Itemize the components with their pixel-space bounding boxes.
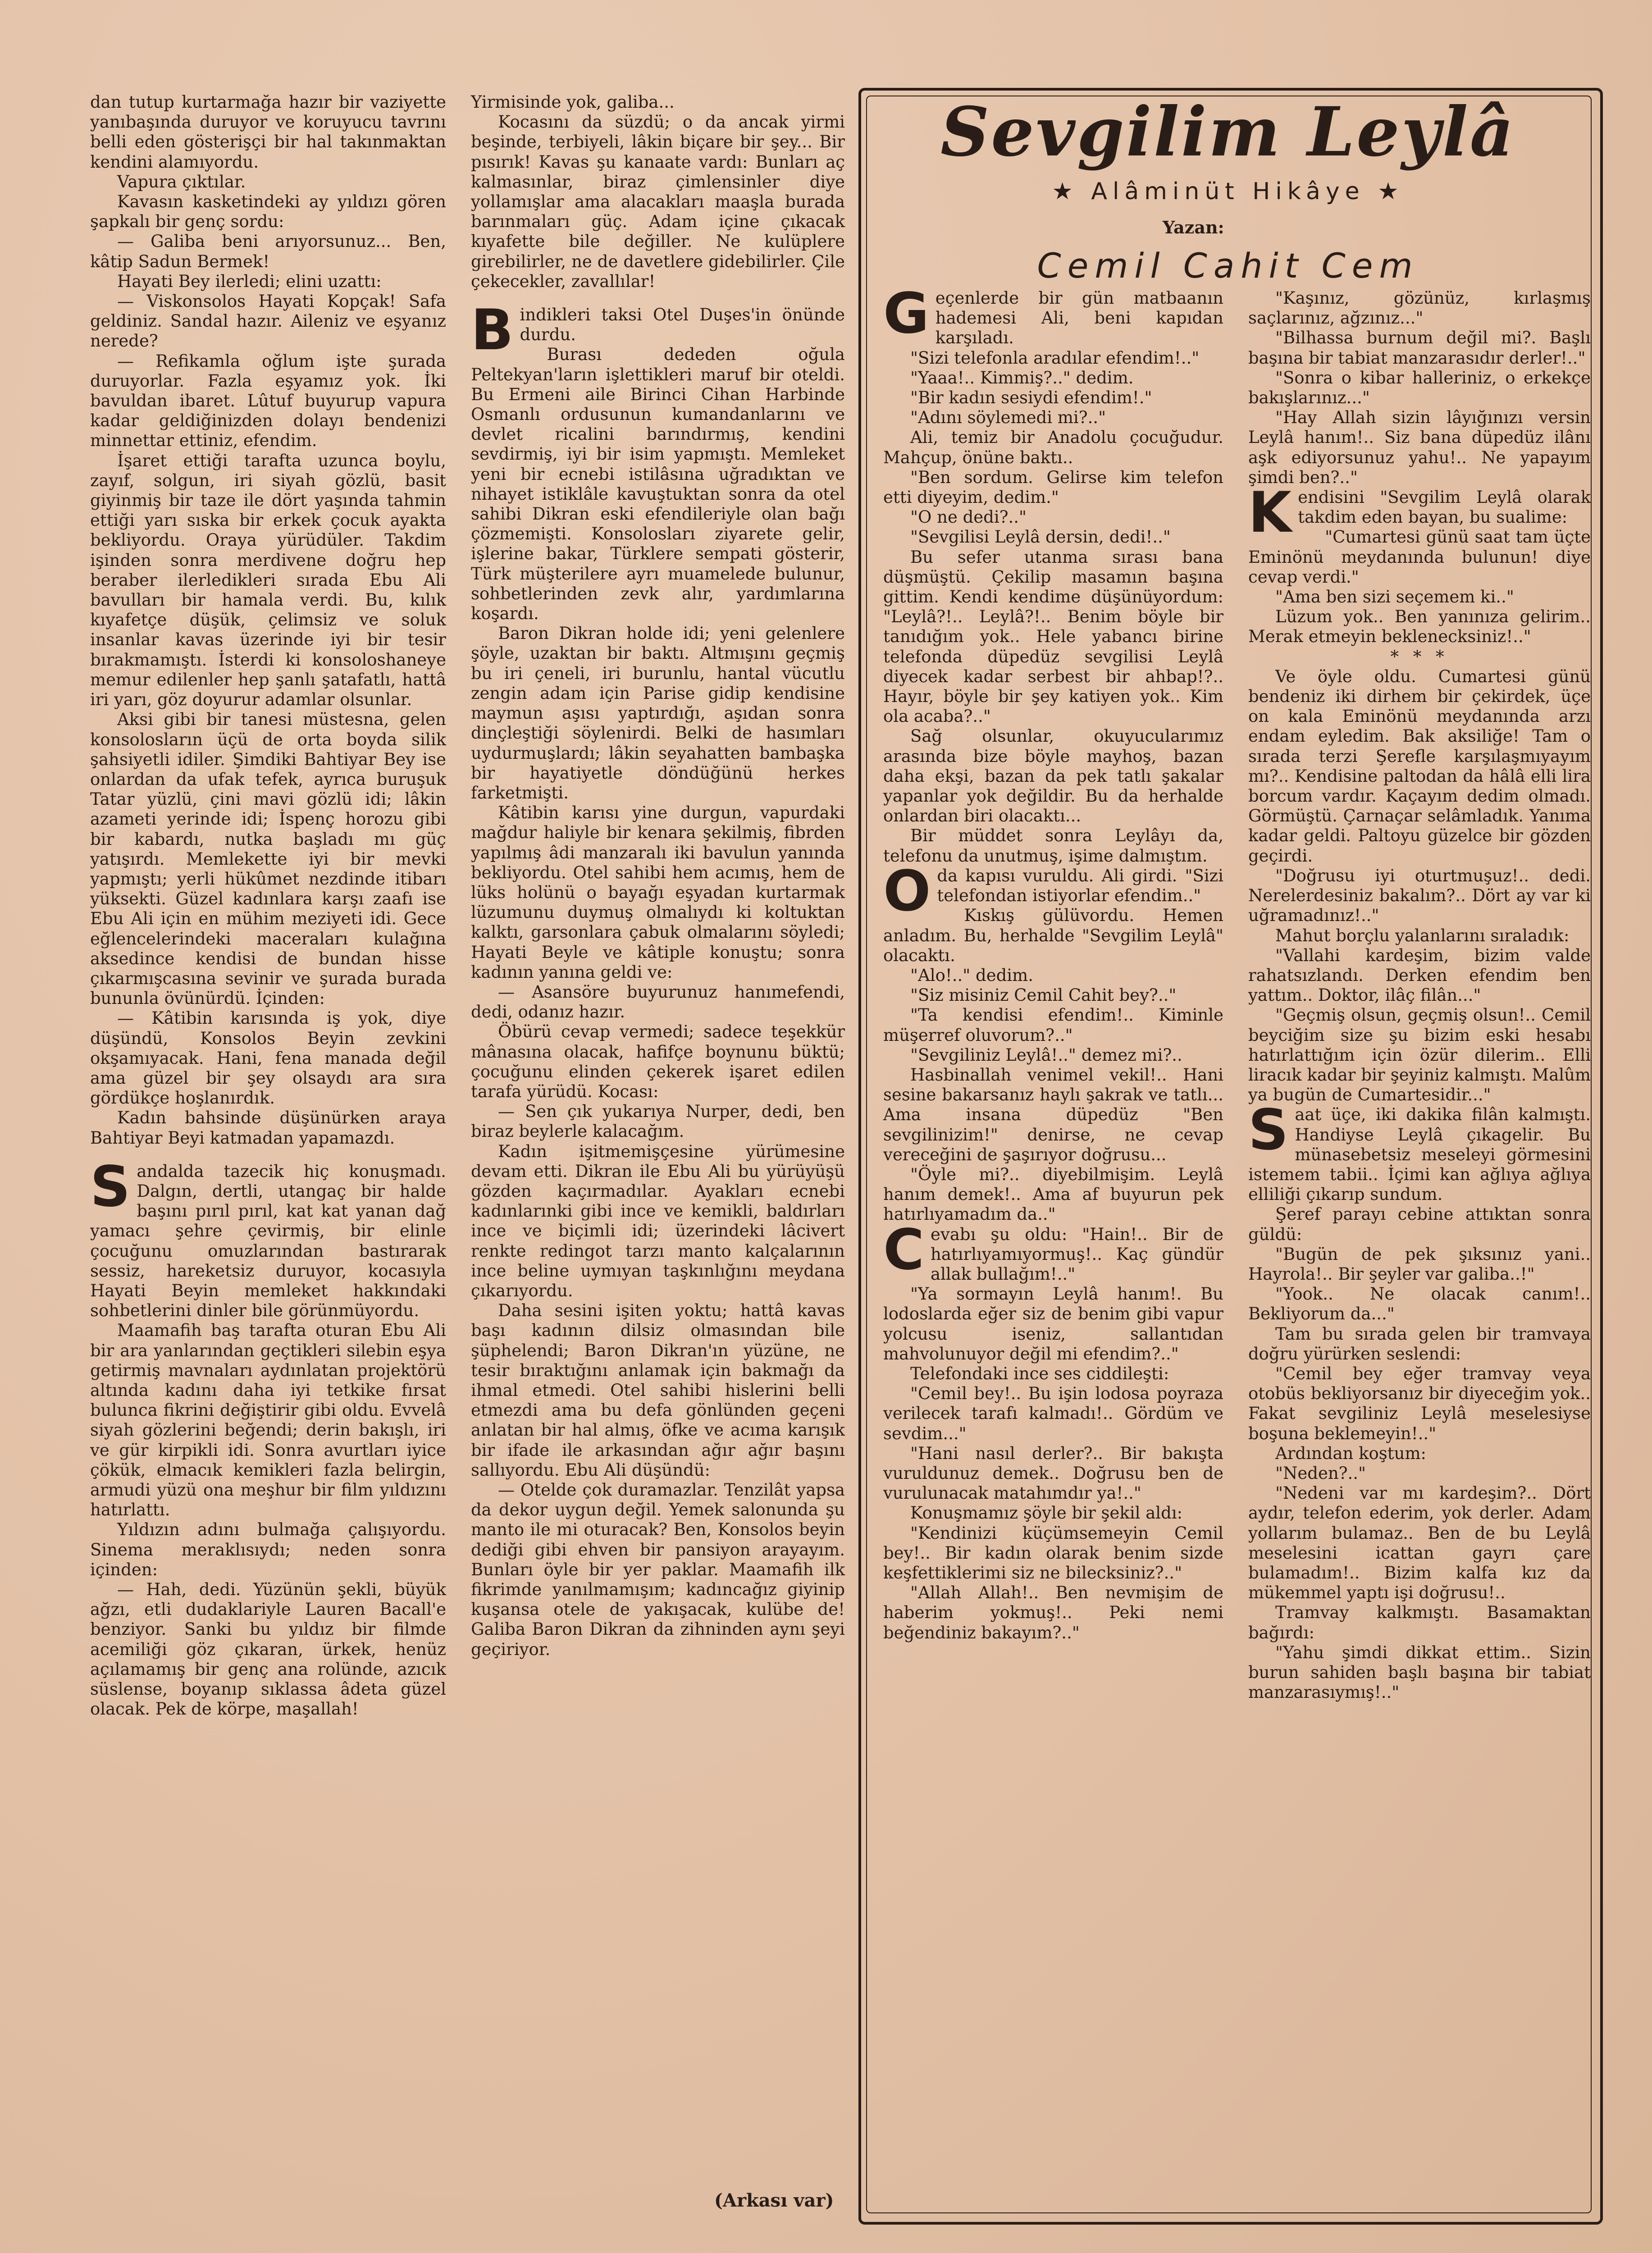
paragraph: Saat üçe, iki dakika filân kalmıştı. Handiyse Leylâ çıkagelir. Bu münasebetsiz meseleyi görmesini istemem tabii.. İçimi kan ağlıya ağlıya elliliği çıkarıp sundum. <box>1248 1098 1591 1204</box>
paragraph: Kendisini "Sevgilim Leylâ olarak takdim eden bayan, bu sualime: <box>1248 480 1591 546</box>
section-divider: * * * <box>1390 647 1449 666</box>
paragraph: "Neden?.." <box>1275 1463 1366 1483</box>
paragraph: "Geçmiş olsun, geçmiş olsun!.. Cemil beyciğim size şu bizim eski hesabı hatırlattığım için özür dilerim.. Elli liracık kadar bir şeyiniz kalmıştı. Malûm ya bugün de Cumartesidir..." <box>1248 1005 1591 1105</box>
paragraph: "Sevgilisi Leylâ dersin, dedi!.." <box>910 527 1171 547</box>
paragraph: "Ama ben sizi seçemem ki.." <box>1275 587 1514 607</box>
paragraph: "Kaşınız, gözünüz, kırlaşmış saçlarınız, ağzınız..." <box>1248 288 1591 328</box>
paragraph: — Asansöre buyurunuz hanımefendi, dedi, odanız hazır. <box>471 982 845 1022</box>
drop-cap: S <box>1248 1098 1289 1163</box>
paragraph: "Öyle mi?.. diyebilmişim. Leylâ hanım demek!.. Ama af buyurun pek hatırlıyamadım da.." <box>883 1164 1223 1224</box>
paragraph: "Doğrusu iyi oturtmuşuz!.. dedi. Nerelerdesiniz bakalım?.. Dört ay var ki uğramadınız!.." <box>1248 866 1591 926</box>
paragraph: Yıldızın adını bulmağa çalışıyordu. Sinema meraklısıydı; neden sonra içinden: <box>90 1520 446 1579</box>
story-subtitle: ★ Alâminüt Hikâye ★ <box>1052 178 1404 205</box>
paragraph: — Kâtibin karısında iş yok, diye düşündü, Konsolos Beyin zevkini okşamıyacak. Hani, fena manada değil ama güzel bir şey olsaydı ara sıra gördükçe hoşlanırdık. <box>90 1008 446 1108</box>
paragraph: "Alo!.." dedim. <box>910 965 1033 985</box>
paragraph: Sağ olsunlar, okuyucularımız arasında bize böyle mayhoş, bazan daha ekşi, bazan da pek tatlı şakalar yapanlar yok değildir. Bu da herhalde onlardan biri olacaktı... <box>883 726 1223 826</box>
paragraph: Kocasını da süzdü; o da ancak yirmi beşinde, terbiyeli, lâkin biçare bir şey... Bir pısırık! Kavas şu kanaate vardı: Bunları aç kalmasınlar, biraz çimlensinler diye yollamışlar ama alacakları maaşla burada barınmaları güç. Adam içine çıkacak kıyafette bile değiller. Ne kulüplere girebilirler, ne de davetlere gidebilirler. Çile çekecekler, zavallılar! <box>471 112 845 291</box>
paragraph: Bir müddet sonra Leylâyı da, telefonu da unutmuş, işime dalmıştım. <box>883 826 1223 866</box>
paragraph: "Hay Allah sizin lâyığınızı versin Leylâ hanım!.. Siz bana düpedüz ilânı aşk ediyorsunuz yahu!.. Ne yapayım şimdi ben?.." <box>1248 408 1591 487</box>
drop-cap: O <box>883 858 931 924</box>
paragraph: Tramvay kalkmıştı. Basamaktan bağırdı: <box>1248 1603 1591 1642</box>
paragraph: — Refikamla oğlum işte şurada duruyorlar. Fazla eşyamız yok. İki bavuldan ibaret. Lûtuf buyurup vapura kadar geldiğinizden dolayı bendenizi minnettar ettiniz, efendim. <box>90 351 446 451</box>
article-column-1 <box>90 92 446 1719</box>
paragraph: "Ben sordum. Gelirse kim telefon etti diyeyim, dedim." <box>883 467 1223 507</box>
paragraph: "Allah Allah!.. Ben nevmişim de haberim yokmuş!.. Peki nemi beğendiniz bakayım?.." <box>883 1583 1223 1642</box>
paragraph: Bu sefer utanma sırası bana düşmüştü. Çekilip masamın başına gittim. Kendi kendime düşünüyordum: "Leylâ?!.. Leylâ?!.. Benim böyle bir tanıdığım yok.. Hele yabancı birine telefonda düpedüz sevgilisi Leylâ diyecek kadar serbest bir ahbap!?.. Hayır, böyle bir şey katiyen yok.. Kim ola acaba?.." <box>883 547 1223 726</box>
paragraph: Maamafih baş tarafta oturan Ebu Ali bir ara yanlarından geçtikleri silebin eşya getirmiş mavnaları aydınlatan projektörü altında kadını daha iyi tetkike fırsat bulunca fikrini değiştirir gibi oldu. Evvelâ siyah gözlerini beğendi; derin bakışlı, iri ve gür kirpikli idi. Sonra avurtları iyice çökük, elmacık kemikleri fazla belirgin, armudi yüzü ona meşhur bir film yıldızını hatırlattı. <box>90 1321 446 1520</box>
paragraph: "Bilhassa burnum değil mi?. Başlı başına bir tabiat manzarasıdır derler!.." <box>1248 328 1591 368</box>
paragraph: "Sonra o kibar halleriniz, o erkekçe bakışlarınız..." <box>1248 368 1591 408</box>
paragraph: — Sen çık yukarıya Nurper, dedi, ben biraz beylerle kalacağım. <box>471 1102 845 1141</box>
paragraph: "Cumartesi günü saat tam üçte Eminönü meydanında bulunun! diye cevap verdi." <box>1248 527 1591 587</box>
paragraph: — Otelde çok duramazlar. Tenzilât yapsa da dekor uygun değil. Yemek salonunda şu manto ile mi oturacak? Ben, Konsolos beyin dediği gibi ehven bir pansiyon arayayım. Bunları öyle bir yer paklar. Maamafih ilk fikrimde yanılmamışım; kadıncağız giyinip kuşansa otele de yakışacak, kulübe de! Galiba Baron Dikran da zihninden aynı şeyi geçiriyor. <box>471 1480 845 1659</box>
paragraph: "Kendinizi küçümsemeyin Cemil bey!.. Bir kadın olarak benim sizde keşfettiklerimi siz ne bilecksiniz?.." <box>883 1523 1223 1583</box>
paragraph: Burası dededen oğula Peltekyan'ların işlettikleri maruf bir oteldi. Bu Ermeni aile Birinci Cihan Harbinde Osmanlı ordusunun kumandanlarını ve devlet ricalini barındırmış, kendini sevdirmiş, iyi bir isim yapmıştı. Memleket yeni bir ecnebi istilâsına uğradıktan ve nihayet istiklâle kavuştuktan sonra da otel sahibi Dikran eski efendileriyle olan bağı çözmemişti. Konsolosları ziyarete gelir, işlerine bakar, Türklere sempati gösterir, Türk müşterilere ayrı muamelede bulunur, sohbetlerinden zevk alır, yardımlarına koşardı. <box>471 345 845 624</box>
paragraph: Telefondaki ince ses ciddileşti: <box>910 1364 1169 1383</box>
paragraph: Cevabı şu oldu: "Hain!.. Bir de hatırlıyamıyormuş!.. Kaç gündür allak bullağım!.." <box>883 1217 1223 1284</box>
drop-cap: C <box>883 1217 925 1282</box>
paragraph: Kadın bahsinde düşünürken araya Bahtiyar Beyi katmadan yapamazdı. <box>90 1108 446 1148</box>
paragraph: "Cemil bey eğer tramvay veya otobüs bekliyorsanız bir diyeceğim yok.. Fakat sevgiliniz Leylâ meselesiyse boşuna beklemeyin!.." <box>1248 1364 1591 1443</box>
paragraph: Kâtibin karısı yine durgun, vapurdaki mağdur haliyle bir kenara şekilmiş, fibrden yapılmış âdi manzaralı iki bavulun yanında bekliyordu. Otel sahibi hem acımış, hem de lüks holünü o bayağı eşyadan kurtarmak lüzumunu duymuş olmalıydı ki koltuktan kalktı, garsonlara çabuk olmalarını söyledi; Hayati Beyle ve kâtiple konuştu; sonra kadının yanına geldi ve: <box>471 803 845 982</box>
paragraph: Kavasın kasketindeki ay yıldızı gören şapkalı bir genç sordu: <box>90 192 446 232</box>
paragraph: "Ya sormayın Leylâ hanım!. Bu lodoslarda eğer siz de benim gibi vapur yolcusu iseniz, sallantıdan mahvolunuyor değil mi efendim?.." <box>883 1284 1223 1364</box>
story-column-2 <box>1248 288 1591 1702</box>
paragraph: Lüzum yok.. Ben yanınıza gelirim.. Merak etmeyin beklenecksiniz!.." <box>1248 607 1591 647</box>
paragraph: dan tutup kurtarmağa hazır bir vaziyette yanıbaşında duruyor ve koruyucu tavrını belli eden gösterişçi bir hal takınmaktan kendini alamıyordu. <box>90 92 446 172</box>
drop-cap: B <box>471 298 514 363</box>
story-column-1 <box>883 281 1223 1643</box>
continued-label: (Arkası var) <box>714 2190 834 2211</box>
paragraph: — Viskonsolos Hayati Kopçak! Safa geldiniz. Sandal hazır. Aileniz ve eşyanız nerede? <box>90 292 446 351</box>
paragraph: — Galiba beni arıyorsunuz... Ben, kâtip Sadun Bermek! <box>90 232 446 271</box>
paragraph: "Bugün de pek şıksınız yani.. Hayrola!.. Bir şeyler var galiba..!" <box>1248 1244 1591 1284</box>
paragraph: Mahut borçlu yalanlarını sıraladık: <box>1275 926 1570 945</box>
paragraph: "Ta kendisi efendim!.. Kiminle müşerref oluvorum?.." <box>883 1005 1223 1045</box>
story-title: Sevgilim Leylâ <box>940 92 1515 172</box>
drop-cap: K <box>1248 480 1292 546</box>
paragraph: — Hah, dedi. Yüzünün şekli, büyük ağzı, etli dudaklariyle Lauren Bacall'e benziyor. Sanki bu yıldız bir filmde acemiliği göz çıkaran, ürkek, henüz açılamamış bir genç ana rolünde, azıcık süslense, boyanıp sıklassa âdeta güzel olacak. Pek de körpe, maşallah! <box>90 1580 446 1719</box>
paragraph: Geçenlerde bir gün matbaanın hademesi Ali, beni kapıdan karşıladı. <box>883 281 1223 348</box>
paragraph: "Nedeni var mı kardeşim?.. Dört aydır, telefon ederim, yok derler. Adam yollarım bulamaz.. Ben de bu Leylâ meselesini icattan gayrı çare bulamadım!.. Bizim kalfa kız da mükemmel yaptı işi doğrusu!.. <box>1248 1483 1591 1603</box>
paragraph: Ali, temiz bir Anadolu çocuğudur. Mahçup, önüne baktı.. <box>883 428 1223 467</box>
paragraph: Ve öyle oldu. Cumartesi günü bendeniz iki dirhem bir çekirdek, üçe on kala Eminönü meydanında arzı endam eyledim. Bak aksiliğe! Tam o sırada terzi Şerefle karşılaşmıyayım mı?.. Kendisine paltodan da hâlâ elli lira borcum vardır. Kaçayım dedim olmadı. Görmüştü. Çarnaçar selâmladık. Yanıma kadar geldi. Paltoyu güzelce bir gözden geçirdi. <box>1248 666 1591 866</box>
paragraph: "Hani nasıl derler?.. Bir bakışta vuruldunuz demek.. Doğrusu ben de vurulunacak matahımdır ya!.." <box>883 1443 1223 1503</box>
paragraph: Ardından koştum: <box>1275 1443 1427 1463</box>
paragraph: "Vallahi kardeşim, bizim valde rahatsızlandı. Derken efendim ben yattım.. Doktor, ilâç filân..." <box>1248 945 1591 1005</box>
paragraph: "Yook.. Ne olacak canım!.. Bekliyorum da..." <box>1248 1284 1591 1324</box>
paragraph: Şeref parayı cebine attıktan sonra güldü: <box>1248 1204 1591 1244</box>
paragraph: "Sevgiliniz Leylâ!.." demez mi?.. <box>910 1045 1182 1065</box>
paragraph: Yirmisinde yok, galiba... <box>471 92 675 112</box>
paragraph: "Siz misiniz Cemil Cahit bey?.." <box>910 985 1177 1005</box>
paragraph: Tam bu sırada gelen bir tramvaya doğru yürürken seslendi: <box>1248 1324 1591 1364</box>
paragraph: Kadın işitmemişçesine yürümesine devam etti. Dikran ile Ebu Ali bu yürüyüşü gözden kaçırmadılar. Ayakları ecnebi kadınlarınki gibi ince ve kemikli, baldırları ince ve biçimli idi; üzerindeki lâcivert renkte redingot tarzı manto kalçalarının ince beline uymıyan taşkınlığını meydana çıkarıyordu. <box>471 1141 845 1300</box>
paragraph: Daha sesini işiten yoktu; hattâ kavas başı kadının dilsiz olmasından bile şüphelendi; Baron Dikran'ın yüzüne, ne tesir bıraktığını anlamak için bakmağı da ihmal etmedi. Otel sahibi hislerini belli etmezdi ama bu defa gönlünden geçeni anlatan bir hal almış, öfke ve acıma karışık bir ifade ile arkasından ağır ağır başını sallıyordu. Ebu Ali düşündü: <box>471 1301 845 1480</box>
paragraph: İşaret ettiği tarafta uzunca boylu, zayıf, solgun, iri siyah gözlü, basit giyinmiş bir taze ile dört yaşında tahmin ettiği yarı sıska bir erkek çocuk ayakta bekliyordu. Oraya yürüdüler. Takdim işinden sonra merdivene doğru hep beraber ilerledikleri sırada Ebu Ali bavulları bir hamala verdi. Bu, kılık kıyafetçe düşük, çelimsiz ve soluk insanlar kavas üzerinde iyi bir tesir bırakmamıştı. İsterdi ki konsoloshaneye memur edilenler hep şanlı şatafatlı, hattâ iri yarı, göz doyurur adamlar olsunlar. <box>90 451 446 710</box>
article-column-2 <box>471 92 845 1660</box>
paragraph: Kıskış gülüvordu. Hemen anladım. Bu, herhalde "Sevgilim Leylâ" olacaktı. <box>883 906 1223 965</box>
paragraph: "O ne dedi?.." <box>910 507 1027 527</box>
paragraph: Hayati Bey ilerledi; elini uzattı: <box>117 271 382 291</box>
paragraph: Oda kapısı vuruldu. Ali girdi. "Sizi telefondan istiyorlar efendim.." <box>883 858 1223 924</box>
paragraph: "Adını söylemedi mi?.." <box>910 408 1106 428</box>
paragraph: Hasbinallah venimel vekil!.. Hani sesine bakarsanız haylı şakrak ve tatlı... Ama insana düpedüz "Ben sevgilinizim!" denirse, ne cevap vereceğini de şaşırıyor doğrusu... <box>883 1065 1223 1164</box>
drop-cap: G <box>883 281 929 346</box>
paragraph: "Sizi telefonla aradılar efendim!.." <box>910 348 1200 368</box>
paragraph: Öbürü cevap vermedi; sadece teşekkür mânasına olacak, hafifçe boynunu büktü; çocuğunu elinden çekerek işaret edilen tarafa yürüdü. Kocası: <box>471 1022 845 1101</box>
byline-label: Yazan: <box>1163 217 1224 237</box>
paragraph: "Yahu şimdi dikkat ettim.. Sizin burun sahiden başlı başına bir tabiat manzarasıymış!.." <box>1248 1642 1591 1702</box>
paragraph: "Bir kadın sesiydi efendim!." <box>910 388 1152 408</box>
paragraph: Konuşmamız şöyle bir şekil aldı: <box>910 1503 1183 1523</box>
drop-cap: S <box>90 1154 131 1219</box>
paragraph: Vapura çıktılar. <box>117 172 246 192</box>
paragraph: "Yaaa!.. Kimmiş?.." dedim. <box>910 368 1134 388</box>
paragraph: Sandalda tazecik hiç konuşmadı. Dalgın, dertli, utangaç bir halde başını pırıl pırıl, kat kat yanan dağ yamacı şehre çevirmiş, bir elinle çocuğunu omuzlarından bastırarak sessiz, hareketsiz duruyor, kocasıyla Hayati Beyin memleket hakkındaki sohbetlerini dinler bile görünmüyordu. <box>90 1154 446 1321</box>
paragraph: Aksi gibi bir tanesi müstesna, gelen konsolosların üçü de orta boyda silik şahsiyetli idiler. Şimdiki Bahtiyar Bey ise onlardan da ufak tefek, ayrıca buruşuk Tatar yüzlü, çini mavi gözlü idi; lâkin azameti yerinde idi; İspenç horozu gibi bir kabardı, nutka başladı mı güç yatışırdı. Memlekette iyi bir mevki yapmıştı; yerli hükûmet nezdinde itibarı yüksekti. Güzel kadınlara karşı zaafı ise Ebu Ali için en mühim meziyeti idi. Gece eğlencelerindeki maceraları kulağına aksedince kendisi de bundan hisse çıkarmışcasına sevinir ve şurada burada bununla övünürdü. İçinden: <box>90 710 446 1008</box>
paragraph: "Cemil bey!.. Bu işin lodosa poyraza verilecek tarafı kalmadı!.. Gördüm ve sevdim..." <box>883 1384 1223 1443</box>
paragraph: Bindikleri taksi Otel Duşes'in önünde durdu. <box>471 298 845 363</box>
story-author: Cemil Cahit Cem <box>1037 246 1419 286</box>
paragraph: Baron Dikran holde idi; yeni gelenlere şöyle, uzaktan bir baktı. Altmışını geçmiş bu iri çeneli, iri burunlu, hantal vücutlu zengin adam için Parise gidip kendisine maymun aşısı yaptırdığı, aşıdan sonra dinçleştiği söylenirdi. Belki de hasımları uydurmuşlardı; lâkin seyahatten bambaşka bir hayatiyetle döndüğünü herkes farketmişti. <box>471 624 845 803</box>
